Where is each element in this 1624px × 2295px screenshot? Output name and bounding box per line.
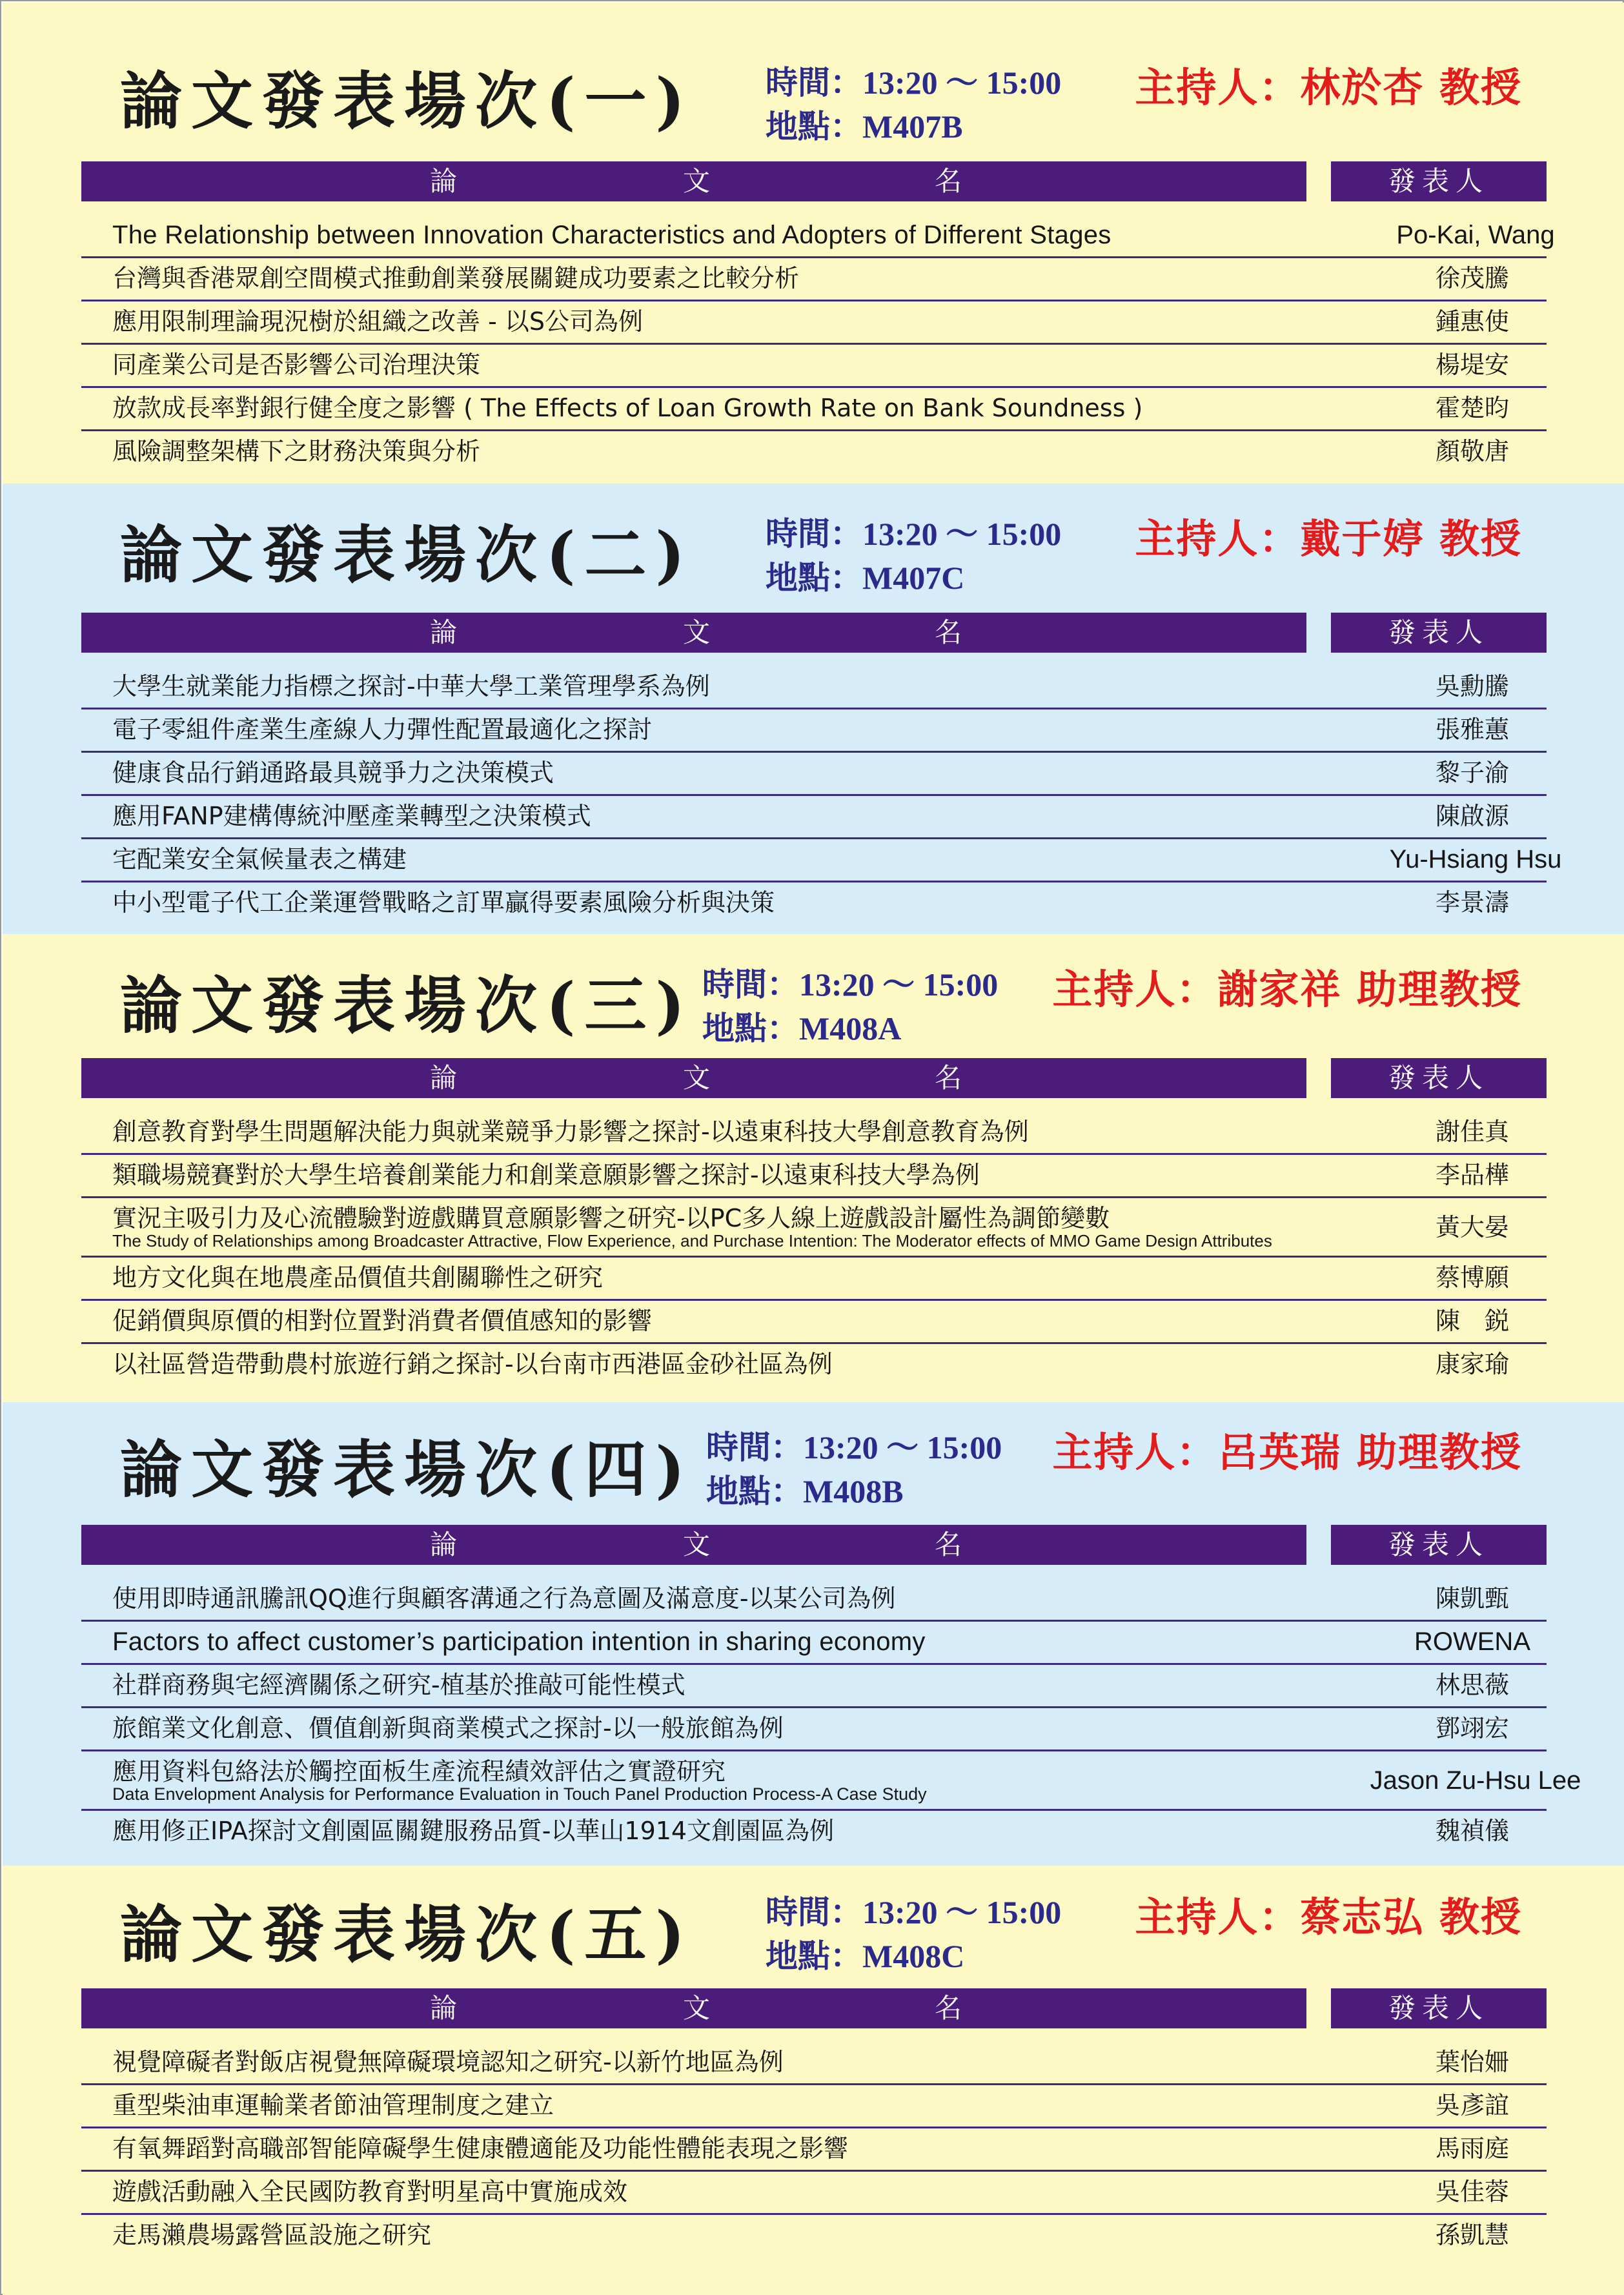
- session-host: [1052, 964, 1522, 1015]
- paper-row: [81, 1110, 1547, 1155]
- paper-author: Jason Zu-Hsu Lee: [1370, 1766, 1581, 1795]
- paper-row: [81, 1342, 1547, 1385]
- paper-title: 應用修正IPA探討文創園區關鍵服務品質-以華山1914文創園區為例: [112, 1817, 835, 1845]
- paper-row: [81, 837, 1562, 882]
- paper-title: 放款成長率對銀行健全度之影響 ( The Effects of Loan Growth Rate on Bank Soundness ): [112, 394, 1143, 422]
- paper-row: [81, 1153, 1547, 1198]
- paper-author: 楊堤安: [1435, 351, 1509, 379]
- header-char: 名: [935, 1529, 962, 1560]
- paper-author: 葉怡姍: [1435, 2048, 1509, 2076]
- session-4: [3, 1402, 1624, 1866]
- paper-row: [81, 2127, 1547, 2172]
- session-location: [702, 1006, 901, 1050]
- paper-title: 應用FANP建構傳統沖壓產業轉型之決策模式: [112, 802, 591, 830]
- author-header: 發表人: [1331, 1525, 1547, 1565]
- header-char: 論: [430, 617, 458, 648]
- session-2: [3, 484, 1624, 934]
- time-label: 時間：: [766, 516, 862, 552]
- session-host: [1135, 62, 1522, 114]
- paper-title: 社群商務與宅經濟關係之研究-植基於推敲可能性模式: [112, 1671, 685, 1699]
- paper-title: 應用資料包絡法於觸控面板生產流程績效評估之實證研究: [112, 1757, 726, 1786]
- session-time: [702, 963, 998, 1006]
- paper-title: 應用限制理論現況樹於組織之改善 - 以S公司為例: [112, 307, 643, 336]
- time-value: 13:20 ～ 15:00: [803, 1429, 1002, 1465]
- paper-row: [81, 1620, 1547, 1665]
- paper-title: 宅配業安全氣候量表之構建: [112, 845, 407, 873]
- paper-author: 吳勳騰: [1435, 672, 1509, 700]
- header-char: 名: [935, 1992, 962, 2024]
- location-value: M408B: [803, 1473, 904, 1509]
- location-value: M408C: [862, 1938, 965, 1974]
- paper-row: [81, 256, 1547, 301]
- paper-row: [81, 1706, 1547, 1751]
- paper-row: [81, 1749, 1581, 1811]
- paper-title-header: [81, 1988, 1306, 2028]
- host-label: 主持人：: [1135, 1893, 1301, 1941]
- paper-author: ROWENA: [1414, 1627, 1530, 1656]
- paper-row: [81, 2083, 1547, 2128]
- paper-title: 視覺障礙者對飯店視覺無障礙環境認知之研究-以新竹地區為例: [112, 2048, 784, 2076]
- session-host: [1135, 513, 1522, 565]
- host-name: 戴于婷 教授: [1300, 515, 1522, 562]
- session-host: [1135, 1892, 1522, 1943]
- time-label: 時間：: [766, 1894, 862, 1930]
- paper-author: 吳佳蓉: [1435, 2178, 1509, 2206]
- location-label: 地點：: [766, 560, 862, 596]
- location-label: 地點：: [706, 1473, 803, 1509]
- paper-row: [81, 664, 1547, 709]
- paper-author: 黃大晏: [1435, 1213, 1509, 1241]
- time-label: 時間：: [766, 65, 862, 101]
- paper-row: [81, 2170, 1547, 2215]
- paper-title: 大學生就業能力指標之探討-中華大學工業管理學系為例: [112, 672, 710, 700]
- paper-row: [81, 708, 1547, 753]
- host-label: 主持人：: [1052, 966, 1218, 1013]
- paper-title: 重型柴油車運輸業者節油管理制度之建立: [112, 2091, 554, 2119]
- paper-row: [81, 2040, 1547, 2085]
- paper-row: [81, 300, 1547, 345]
- header-char: 名: [935, 617, 962, 648]
- location-label: 地點：: [766, 1938, 862, 1974]
- paper-row: [81, 1256, 1547, 1301]
- paper-title-header: [81, 1058, 1306, 1098]
- paper-row: [81, 386, 1547, 431]
- location-value: M407B: [862, 108, 963, 145]
- paper-author: 鍾惠使: [1435, 307, 1509, 336]
- session-time: [766, 1890, 1061, 1934]
- paper-title: 台灣與香港眾創空間模式推動創業發展關鍵成功要素之比較分析: [112, 264, 800, 292]
- author-header: 發表人: [1331, 161, 1547, 201]
- paper-row: [81, 751, 1547, 796]
- paper-row: [81, 1663, 1547, 1708]
- paper-author: Po-Kai, Wang: [1396, 221, 1555, 249]
- paper-row: [81, 794, 1547, 839]
- session-1: [3, 3, 1624, 484]
- header-char: 文: [683, 1529, 711, 1560]
- session-3: [3, 934, 1624, 1402]
- paper-subtitle: The Study of Relationships among Broadcaster Attractive, Flow Experience, and Purchase Intention: The Moderator effects of MMO Game Design Attributes: [112, 1231, 1272, 1250]
- paper-author: 魏禎儀: [1435, 1817, 1509, 1845]
- paper-author: 康家瑜: [1435, 1350, 1509, 1378]
- time-label: 時間：: [706, 1429, 803, 1465]
- paper-row: [81, 881, 1547, 924]
- session-time: [766, 512, 1061, 556]
- location-label: 地點：: [766, 108, 862, 145]
- session-location: [766, 556, 964, 600]
- header-char: 論: [430, 1529, 458, 1560]
- paper-title: 中小型電子代工企業運營戰略之訂單贏得要素風險分析與決策: [112, 888, 775, 917]
- author-header: 發表人: [1331, 613, 1547, 653]
- host-label: 主持人：: [1135, 64, 1301, 111]
- paper-row: [81, 213, 1555, 258]
- location-label: 地點：: [702, 1010, 799, 1046]
- header-char: 文: [683, 1992, 711, 2024]
- session-location: [766, 1934, 964, 1978]
- paper-title: 電子零組件產業生產線人力彈性配置最適化之探討: [112, 715, 653, 744]
- time-value: 13:20 ～ 15:00: [862, 65, 1062, 101]
- author-header: 發表人: [1331, 1058, 1547, 1098]
- location-value: M408A: [799, 1010, 902, 1046]
- paper-author: 霍楚昀: [1435, 394, 1509, 422]
- paper-row: [81, 343, 1547, 388]
- location-value: M407C: [862, 560, 965, 596]
- paper-row: [81, 1196, 1547, 1258]
- paper-author: 陳啟源: [1435, 802, 1509, 830]
- paper-title: 類職場競賽對於大學生培養創業能力和創業意願影響之探討-以遠東科技大學為例: [112, 1161, 980, 1189]
- session-title: 論文發表場次(四): [120, 1433, 694, 1506]
- paper-row: [81, 429, 1547, 473]
- host-name: 謝家祥 助理教授: [1217, 966, 1522, 1013]
- paper-author: 孫凱慧: [1435, 2221, 1509, 2249]
- time-value: 13:20 ～ 15:00: [862, 516, 1062, 552]
- paper-title: 實況主吸引力及心流體驗對遊戲購買意願影響之研究-以PC多人線上遊戲設計屬性為調節變數: [112, 1204, 1110, 1232]
- session-5: [3, 1866, 1624, 2295]
- paper-author: 顏敬唐: [1435, 437, 1509, 465]
- paper-title: 遊戲活動融入全民國防教育對明星高中實施成效: [112, 2178, 628, 2206]
- session-host: [1052, 1427, 1522, 1478]
- host-name: 呂英瑞 助理教授: [1217, 1429, 1522, 1476]
- session-title: 論文發表場次(二): [120, 518, 694, 591]
- paper-title: 走馬瀨農場露營區設施之研究: [112, 2221, 432, 2249]
- paper-title: Factors to affect customer’s participation intention in sharing economy: [112, 1627, 926, 1656]
- session-time: [706, 1425, 1002, 1469]
- header-char: 名: [935, 165, 962, 197]
- session-location: [766, 105, 963, 148]
- paper-title: 地方文化與在地農產品價值共創關聯性之研究: [112, 1263, 604, 1292]
- paper-title-header: [81, 613, 1306, 653]
- paper-author: 徐茂騰: [1435, 264, 1509, 292]
- time-value: 13:20 ～ 15:00: [799, 966, 999, 1003]
- paper-title: 旅館業文化創意、價值創新與商業模式之探討-以一般旅館為例: [112, 1714, 784, 1742]
- header-char: 論: [430, 1062, 458, 1094]
- header-char: 文: [683, 165, 711, 197]
- author-header: 發表人: [1331, 1988, 1547, 2028]
- session-time: [766, 61, 1061, 105]
- paper-author: 吳彥誼: [1435, 2091, 1509, 2119]
- host-name: 蔡志弘 教授: [1300, 1893, 1522, 1941]
- paper-author: 林思薇: [1435, 1671, 1509, 1699]
- paper-row: [81, 2213, 1547, 2256]
- paper-author: 鄧翊宏: [1435, 1714, 1509, 1742]
- paper-title-header: [81, 1525, 1306, 1565]
- paper-row: [81, 1809, 1547, 1852]
- paper-row: [81, 1576, 1547, 1622]
- paper-title: 以社區營造帶動農村旅遊行銷之探討-以台南市西港區金砂社區為例: [112, 1350, 833, 1378]
- session-title: 論文發表場次(三): [120, 969, 694, 1042]
- paper-author: 黎子渝: [1435, 759, 1509, 787]
- paper-author: Yu-Hsiang Hsu: [1389, 845, 1562, 873]
- host-label: 主持人：: [1052, 1429, 1218, 1476]
- paper-author: 張雅蕙: [1435, 715, 1509, 744]
- paper-title: 同產業公司是否影響公司治理決策: [112, 351, 481, 379]
- paper-author: 陳凱甄: [1435, 1584, 1509, 1613]
- paper-title: 促銷價與原價的相對位置對消費者價值感知的影響: [112, 1307, 653, 1335]
- paper-row: [81, 1299, 1547, 1344]
- time-value: 13:20 ～ 15:00: [862, 1894, 1062, 1930]
- header-char: 名: [935, 1062, 962, 1094]
- paper-author: 李品樺: [1435, 1161, 1509, 1189]
- paper-author: 陳 鋭: [1435, 1307, 1509, 1335]
- header-char: 論: [430, 165, 458, 197]
- header-char: 文: [683, 1062, 711, 1094]
- paper-title: The Relationship between Innovation Characteristics and Adopters of Different Stages: [112, 221, 1111, 249]
- paper-title: 健康食品行銷通路最具競爭力之決策模式: [112, 759, 554, 787]
- paper-author: 蔡博願: [1435, 1263, 1509, 1292]
- paper-title: 創意教育對學生問題解決能力與就業競爭力影響之探討-以遠東科技大學創意教育為例: [112, 1117, 1029, 1146]
- paper-subtitle: Data Envelopment Analysis for Performance Evaluation in Touch Panel Production Process-A Case Study: [112, 1784, 927, 1804]
- host-name: 林於杏 教授: [1300, 64, 1522, 111]
- header-char: 論: [430, 1992, 458, 2024]
- host-label: 主持人：: [1135, 515, 1301, 562]
- time-label: 時間：: [702, 966, 799, 1003]
- session-title: 論文發表場次(一): [120, 65, 694, 138]
- paper-title-header: [81, 161, 1306, 201]
- paper-title: 有氧舞蹈對高職部智能障礙學生健康體適能及功能性體能表現之影響: [112, 2134, 849, 2163]
- paper-title: 風險調整架構下之財務決策與分析: [112, 437, 481, 465]
- paper-author: 馬雨庭: [1435, 2134, 1509, 2163]
- paper-author: 謝佳真: [1435, 1117, 1509, 1146]
- paper-title: 使用即時通訊騰訊QQ進行與顧客溝通之行為意圖及滿意度-以某公司為例: [112, 1584, 896, 1613]
- session-location: [706, 1469, 904, 1513]
- session-title: 論文發表場次(五): [120, 1898, 694, 1971]
- header-char: 文: [683, 617, 711, 648]
- paper-author: 李景濤: [1435, 888, 1509, 917]
